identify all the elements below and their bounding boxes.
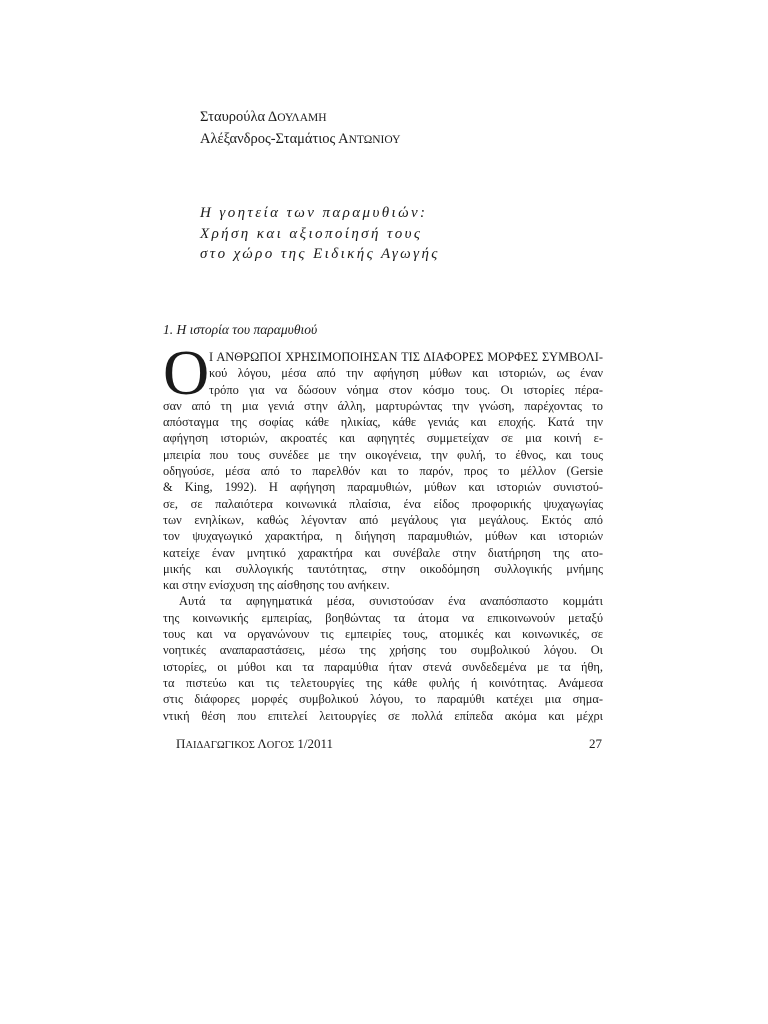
text-line: οδηγούσε, μέσα από το παρελθόν και το παρόν, προς το μέλλον (Gersie <box>163 464 603 479</box>
author-1 <box>200 107 400 129</box>
text-line: τον ψυχαγωγικό χαρακτήρα, η διήγηση παραμυθιών, μύθων και ιστοριών <box>163 529 603 544</box>
text-line: μπειρία που τους συνέδεε με την οικογένεια, την φυλή, το έθνος, και τους <box>163 447 603 462</box>
author-given-name: Σταυρούλα <box>200 109 266 125</box>
title-line: στο χώρο της Ειδικής Αγωγής <box>200 246 440 262</box>
author-surname-initial: Α <box>338 131 349 147</box>
journal-initial: Λ <box>257 736 267 751</box>
author-2 <box>200 129 400 151</box>
authors-block <box>200 107 400 151</box>
text-line: νοητικές αναπαραστάσεις, μέσω της χρήσης του συμβολικού λόγου. Οι <box>163 643 603 658</box>
text-line: στις διάφορες μορφές συμβολικού λόγου, το παραμύθι κατέχει μια σημα- <box>163 692 603 707</box>
text-line: & King, 1992). Η αφήγηση παραμυθιών, μύθων και ιστοριών συνιστού- <box>163 480 603 495</box>
page-footer <box>176 736 602 752</box>
text-line: τρόπο για να δώσουν νόημα στον κόσμο τους. Οι ιστορίες πέρα- <box>209 382 603 397</box>
text-line: σε, σε παλαιότερα κοινωνικά πλαίσια, ένα είδος προφορικής ψυχαγωγίας <box>163 496 603 511</box>
text-line: των ενηλίκων, καθώς λέγονταν από μεγάλους για μεγάλους. Εκτός από <box>163 512 603 527</box>
author-given-name: Αλέξανδρος-Σταμάτιος <box>200 131 336 147</box>
text-line: μικής και συλλογικής ταυτότητας, στην οικοδόμηση συλλογικής μνήμης <box>163 561 603 576</box>
author-surname-rest: ΝΤΩΝΙΟΥ <box>348 134 401 146</box>
text-line: Ι ΑΝΘΡΩΠΟΙ ΧΡΗΣΙΜΟΠΟΙΗΣΑΝ ΤΙΣ ΔΙΑΦΟΡΕΣ ΜΟΡΦΕΣ ΣΥΜΒΟΛΙ- <box>209 350 603 364</box>
text-line: τους και να οργανώνουν τις εμπειρίες τους, ατομικές και κοινωνικές, σε <box>163 627 603 642</box>
journal-rest: ΟΓΟΣ <box>266 740 295 751</box>
title-line: Η γοητεία των παραμυθιών: <box>200 205 428 221</box>
text-line: απόσταγμα της σοφίας κάθε ηλικίας, κάθε γενιάς και εποχής. Κατά την <box>163 415 603 430</box>
journal-name <box>176 736 333 752</box>
journal-rest: ΑΙΔΑΓΩΓΙΚΟΣ <box>185 740 255 751</box>
text-line: σαν από τη μια γενιά στην άλλη, μαρτυρώντας την γνώση, παρέχοντας το <box>163 398 603 413</box>
text-line: κού λόγου, μέσα από την αφήγηση μύθων και ιστοριών, ως έναν <box>209 366 603 381</box>
text-line: τα πιστεύω και τις τελετουργίες της κάθε φυλής ή κοινότητας. Ανάμεσα <box>163 675 603 690</box>
text-line: και στην ενίσχυση της αίσθησης του ανήκειν. <box>163 578 390 593</box>
text-line: της κοινωνικής εμπειρίας, βοηθώντας τα άτομα να επικοινωνούν μεταξύ <box>163 610 603 625</box>
section-heading: 1. Η ιστορία του παραμυθιού <box>163 322 318 337</box>
text-line: αφήγηση ιστοριών, ακροατές και αφηγητές συμμετείχαν σε μια κοινή ε- <box>163 431 603 446</box>
journal-initial: Π <box>176 736 186 751</box>
text-line: ντική θέση που επιτελεί λειτουργίες σε πολλά επίπεδα ακόμα και μέχρι <box>163 708 603 723</box>
text-line: Αυτά τα αφηγηματικά μέσα, συνιστούσαν ένα αναπόσπαστο κομμάτι <box>179 594 603 609</box>
article-title <box>200 203 440 265</box>
title-line: Χρήση και αξιοποίησή τους <box>200 225 423 242</box>
author-surname-rest: ΟΥΛΑΜΗ <box>277 112 327 124</box>
text-line: ιστορίες, οι μύθοι και τα παραμύθια ήταν στενά συνδεδεμένα με τα ήθη, <box>163 659 603 674</box>
author-surname-initial: Δ <box>267 109 278 125</box>
journal-issue: 1/2011 <box>297 736 334 751</box>
drop-cap: Ο <box>163 337 210 408</box>
text-line: κατείχε έναν μνητικό χαρακτήρα και συνέβαλε στην διατήρηση της ατο- <box>163 545 603 560</box>
body-text <box>163 349 603 724</box>
page-number: 27 <box>589 736 602 751</box>
